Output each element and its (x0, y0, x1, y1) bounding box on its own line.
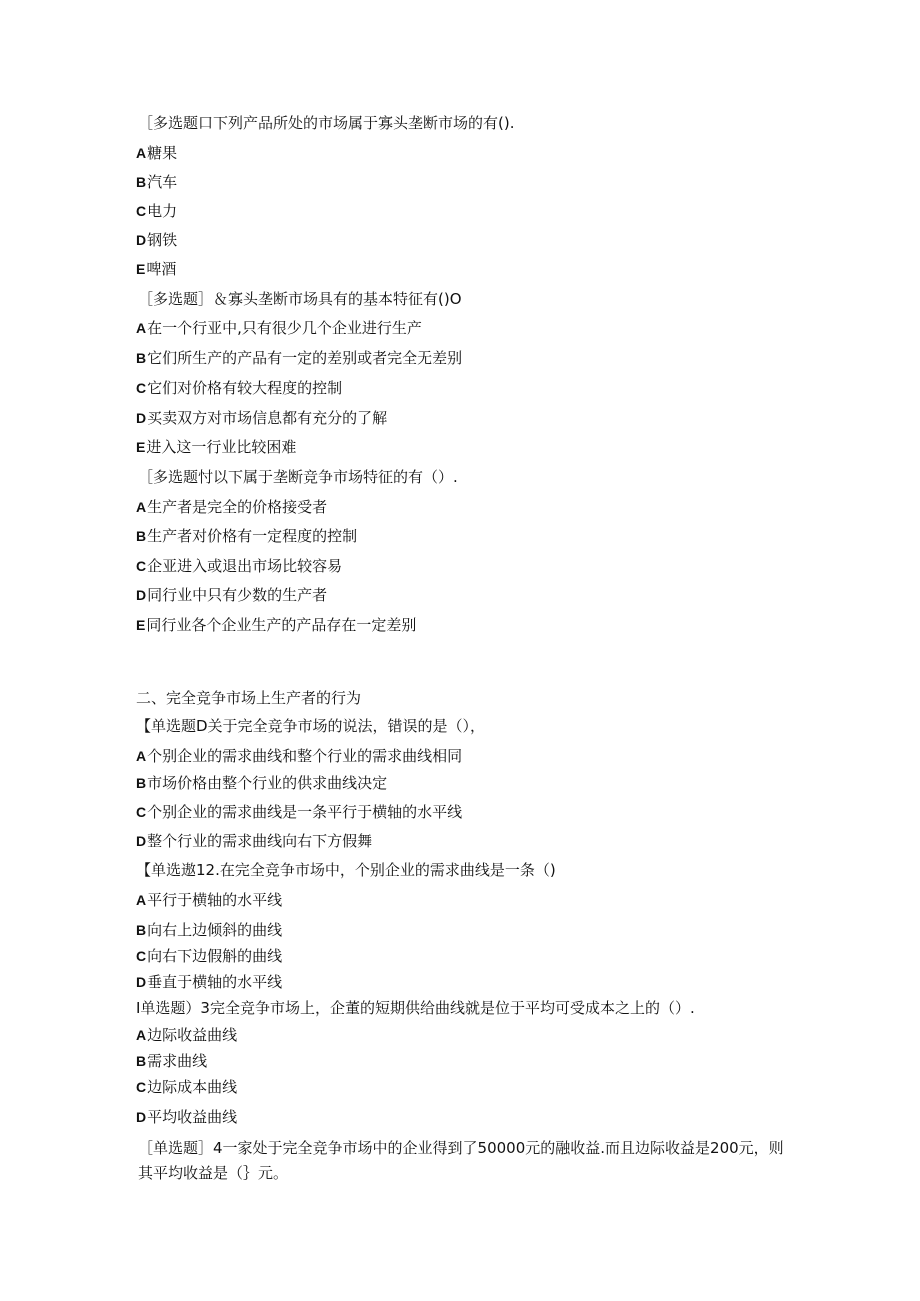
option-item (136, 172, 177, 192)
option-letter: B (136, 528, 147, 544)
option-text: 平行于横轴的水平线 (147, 891, 283, 909)
option-letter: D (136, 410, 147, 426)
option-letter: A (136, 145, 147, 161)
option-text: 它们所生产的产品有一定的差别或者完全无差别 (147, 349, 463, 367)
option-letter: A (136, 748, 147, 764)
option-text: 在一个行亚中,只有很少几个企业进行生产 (147, 319, 422, 337)
option-item (136, 201, 177, 221)
question-stem: 【单选遨12.在完全竞争市场中，个别企业的需求曲线是一条（) (136, 861, 556, 879)
option-letter: C (136, 1079, 147, 1095)
option-letter: B (136, 174, 147, 190)
question-stem: ［单选题］4一家处于完全竞争市场中的企业得到了50000元的融收益.而且边际收益是200元，则其平均收益是（｝元。 (138, 1139, 784, 1182)
option-item (136, 437, 296, 457)
option-text: 糖果 (147, 144, 178, 162)
option-text: 市场价格由整个行业的供求曲线决定 (147, 774, 388, 792)
option-item (136, 746, 462, 766)
option-text: 平均收益曲线 (147, 1108, 238, 1126)
option-item (136, 585, 327, 605)
option-text: 买卖双方对市场信息都有充分的了解 (147, 409, 388, 427)
option-letter: D (136, 1109, 147, 1125)
option-text: 需求曲线 (147, 1052, 208, 1070)
option-text: 它们对价格有较大程度的控制 (147, 379, 343, 397)
option-text: 进入这一行业比较困难 (146, 438, 297, 456)
option-item (136, 526, 357, 546)
option-text: 个别企业的需求曲线和整个行业的需求曲线相同 (147, 747, 463, 765)
option-text: 汽车 (147, 173, 178, 191)
option-text: 企亚进入或退出市场比较容易 (147, 557, 343, 575)
option-letter: E (136, 261, 146, 277)
option-item (136, 1025, 237, 1045)
option-text: 整个行业的需求曲线向右下方假舞 (147, 832, 373, 850)
option-item (136, 259, 176, 279)
option-letter: C (136, 558, 147, 574)
option-item (136, 348, 462, 368)
option-item (136, 773, 387, 793)
question-stem: ［多选题］＆寡头垄断市场具有的基本特征有()O (138, 290, 462, 308)
option-letter: C (136, 203, 147, 219)
option-text: 个别企业的需求曲线是一条平行于横轴的水平线 (147, 803, 463, 821)
option-text: 边际收益曲线 (147, 1026, 238, 1044)
option-letter: E (136, 439, 146, 455)
question-stem: ［多选题口下列产品所处的市场属于寡头垄断市场的有(). (138, 114, 515, 132)
option-item (136, 972, 282, 992)
option-text: 同行业中只有少数的生产者 (147, 586, 328, 604)
option-letter: B (136, 775, 147, 791)
option-item (136, 143, 177, 163)
option-letter: A (136, 1027, 147, 1043)
option-item (136, 378, 342, 398)
option-text: 边际成本曲线 (147, 1078, 238, 1096)
question-stem: 【单选题D关于完全竞争市场的说法，错误的是（）， (136, 717, 486, 735)
option-text: 啤酒 (146, 260, 177, 278)
option-letter: D (136, 974, 147, 990)
option-item (136, 1051, 207, 1071)
option-letter: B (136, 922, 147, 938)
option-text: 向右上边倾斜的曲线 (147, 921, 283, 939)
option-item (136, 890, 282, 910)
question-stem: I单选题）3完全竞争市场上，企董的短期供给曲线就是位于平均可受成本之上的（）. (136, 999, 695, 1017)
section-heading: 二、完全竞争市场上生产者的行为 (136, 689, 362, 707)
option-item (136, 946, 282, 966)
option-letter: D (136, 232, 147, 248)
option-item (136, 408, 387, 428)
option-letter: C (136, 804, 147, 820)
option-item (136, 831, 372, 851)
option-item (136, 615, 416, 635)
option-letter: B (136, 1053, 147, 1069)
option-item (136, 318, 422, 338)
option-letter: B (136, 350, 147, 366)
option-text: 电力 (147, 202, 178, 220)
option-letter: D (136, 587, 147, 603)
option-item (136, 1077, 237, 1097)
option-item (136, 556, 342, 576)
option-letter: A (136, 892, 147, 908)
option-text: 钢铁 (147, 231, 178, 249)
option-item (136, 1107, 237, 1127)
option-letter: D (136, 833, 147, 849)
option-letter: C (136, 380, 147, 396)
option-letter: A (136, 499, 147, 515)
option-letter: C (136, 948, 147, 964)
option-text: 向右下边假斛的曲线 (147, 947, 283, 965)
option-item (136, 802, 462, 822)
option-item (136, 920, 282, 940)
option-text: 垂直于横轴的水平线 (147, 973, 283, 991)
option-text: 生产者对价格有一定程度的控制 (147, 527, 358, 545)
option-text: 同行业各个企业生产的产品存在一定差别 (146, 616, 417, 634)
option-letter: A (136, 320, 147, 336)
option-letter: E (136, 617, 146, 633)
option-item (136, 497, 327, 517)
option-text: 生产者是完全的价格接受者 (147, 498, 328, 516)
question-stem: ［多选题忖以下属于垄断竞争市场特征的有（）. (138, 468, 458, 486)
option-item (136, 230, 177, 250)
